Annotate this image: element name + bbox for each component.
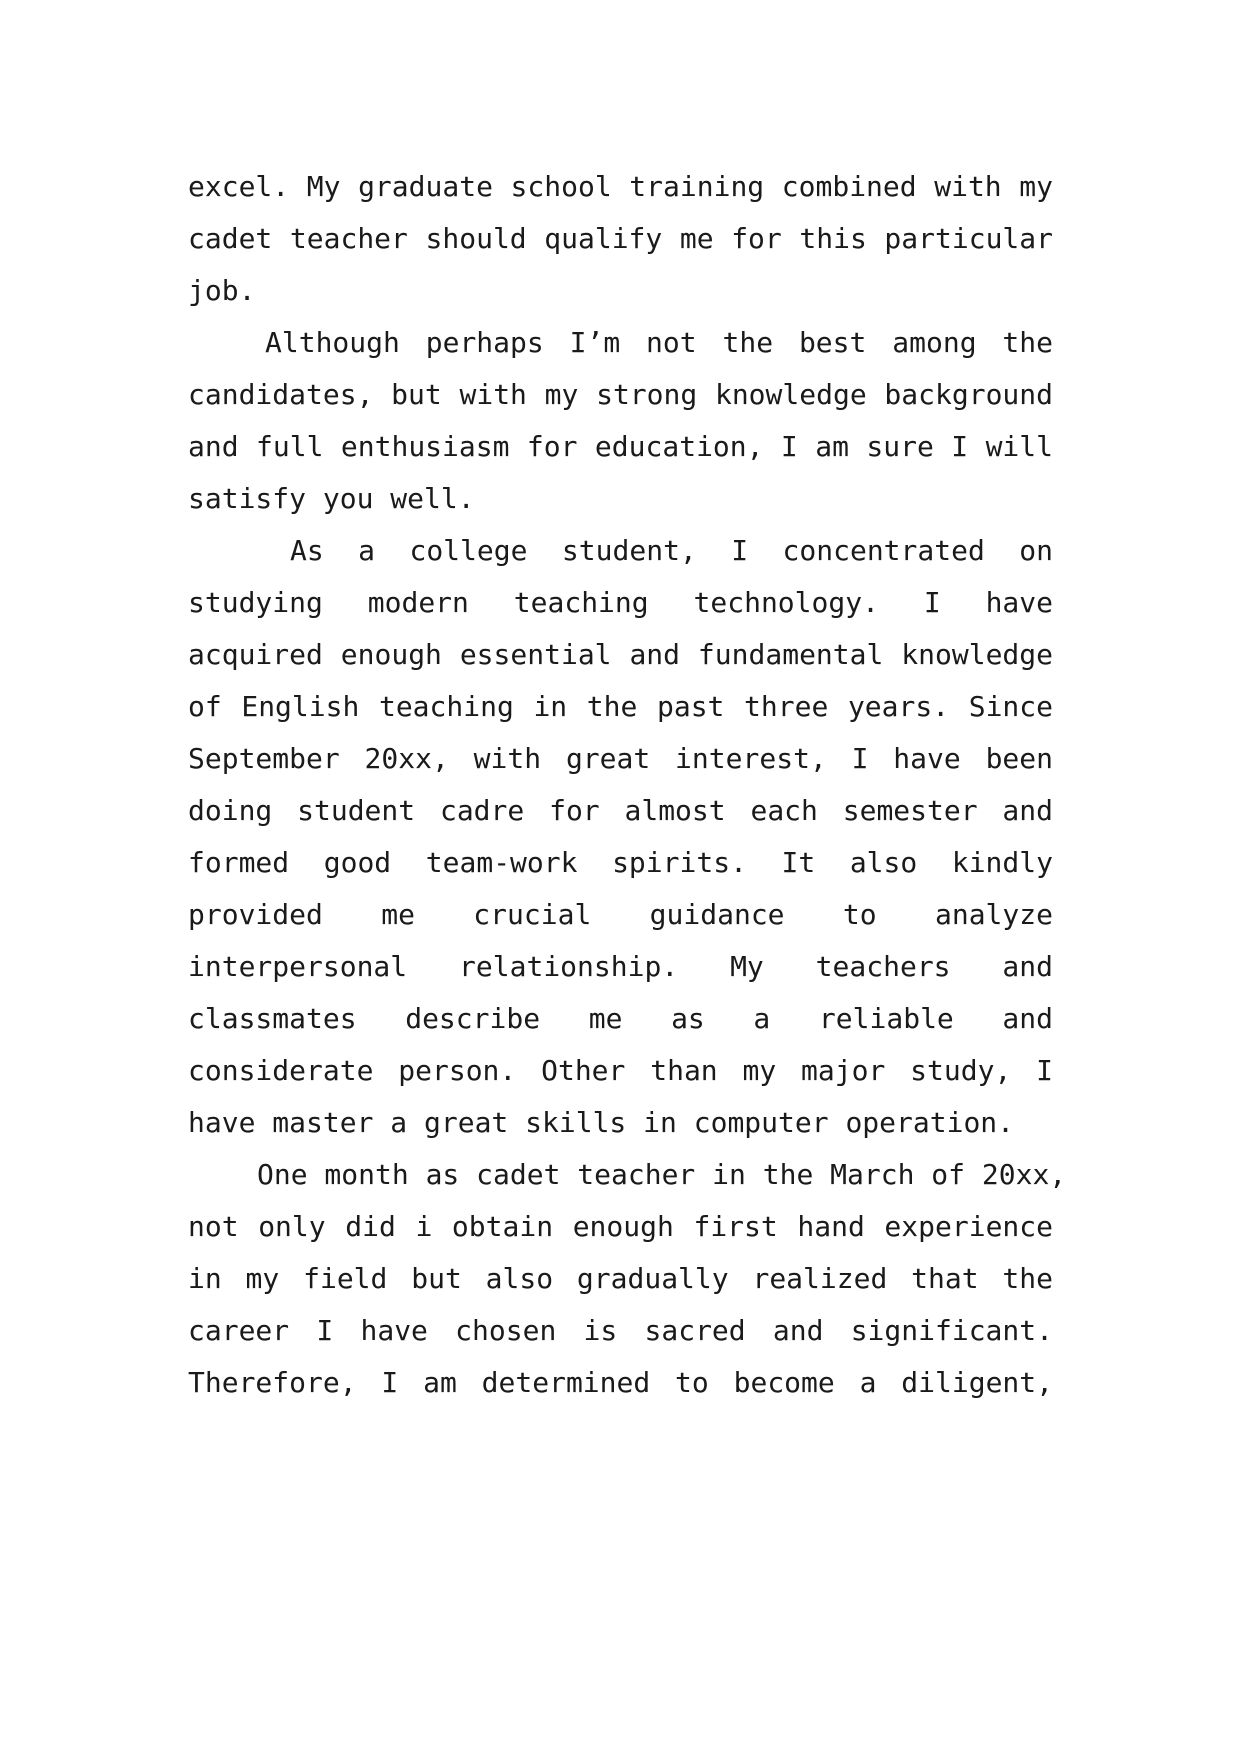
text-line: in my field but also gradually realized that the: [188, 1262, 1053, 1295]
text-line: As a college student, I concentrated on: [290, 534, 1053, 567]
text-line: have master a great skills in computer operation.: [188, 1106, 1015, 1139]
text-line: and full enthusiasm for education, I am sure I will: [188, 430, 1053, 463]
text-line: classmates describe me as a reliable and: [188, 1002, 1053, 1035]
text-line: cadet teacher should qualify me for this particular: [188, 222, 1053, 255]
text-line: career I have chosen is sacred and significant.: [188, 1314, 1053, 1347]
text-line: doing student cadre for almost each semester and: [188, 794, 1053, 827]
text-line: studying modern teaching technology. I have: [188, 586, 1053, 619]
text-line: formed good team-work spirits. It also kindly: [188, 846, 1053, 879]
text-line: considerate person. Other than my major study, I: [188, 1054, 1053, 1087]
text-line: September 20xx, with great interest, I have been: [188, 742, 1053, 775]
text-line: Although perhaps I’m not the best among the: [265, 326, 1053, 359]
text-line: acquired enough essential and fundamental knowledge: [188, 638, 1053, 671]
text-line: excel. My graduate school training combined with my: [188, 170, 1053, 203]
text-line: provided me crucial guidance to analyze: [188, 898, 1053, 931]
text-line: not only did i obtain enough first hand experience: [188, 1210, 1053, 1243]
text-line: of English teaching in the past three years. Since: [188, 690, 1053, 723]
text-line: satisfy you well.: [188, 482, 475, 515]
text-line: candidates, but with my strong knowledge background: [188, 378, 1053, 411]
text-line: job.: [188, 274, 256, 307]
text-line: interpersonal relationship. My teachers and: [188, 950, 1053, 983]
text-line: One month as cadet teacher in the March of 20xx,: [257, 1158, 1067, 1191]
text-line: Therefore, I am determined to become a diligent,: [188, 1366, 1053, 1399]
